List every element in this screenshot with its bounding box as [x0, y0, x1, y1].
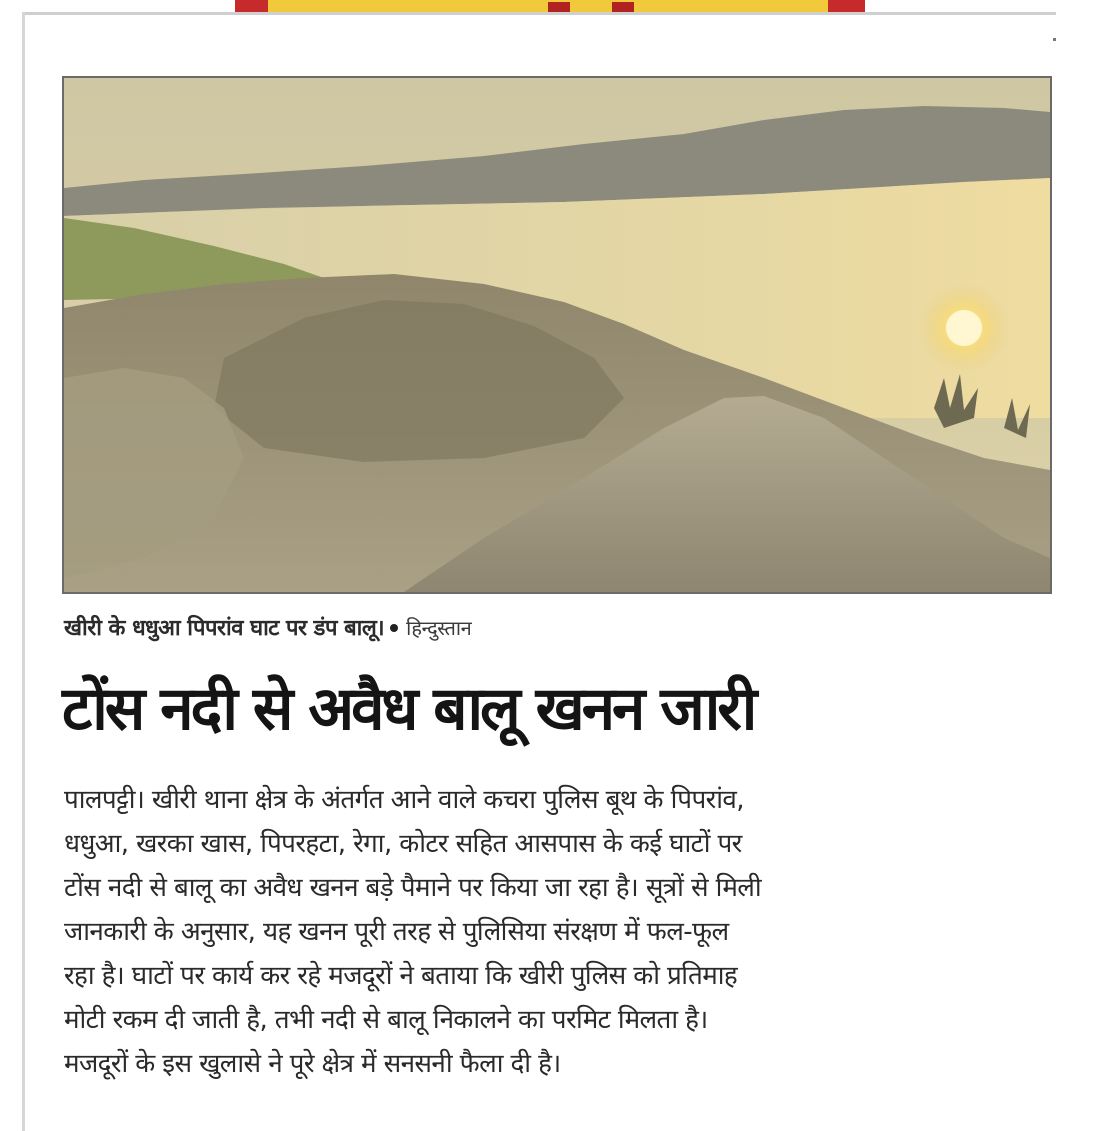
bullet-icon	[390, 624, 398, 632]
body-line: मोटी रकम दी जाती है, तभी नदी से बालू निकालने का परमिट मिलता है।	[64, 1005, 708, 1035]
photo-illustration	[64, 78, 1050, 592]
body-line: जानकारी के अनुसार, यह खनन पूरी तरह से पुलिसिया संरक्षण में फल-फूल	[64, 917, 729, 947]
corner-mark	[1053, 38, 1056, 41]
masthead-mark	[548, 2, 570, 12]
body-line: टोंस नदी से बालू का अवैध खनन बड़े पैमाने पर किया जा रहा है। सूत्रों से मिली	[64, 873, 762, 903]
news-photo-sand-piles-river-ghat	[62, 76, 1052, 594]
body-line: रहा है। घाटों पर कार्य कर रहे मजदूरों ने बताया कि खीरी पुलिस को प्रतिमाह	[64, 961, 738, 991]
article-body	[64, 778, 1054, 1086]
masthead-mark	[612, 2, 634, 12]
photo-credit: हिन्दुस्तान	[406, 616, 472, 640]
body-line: मजदूरों के इस खुलासे ने पूरे क्षेत्र में सनसनी फैला दी है।	[64, 1049, 561, 1079]
left-border	[22, 12, 25, 1131]
caption-text: खीरी के धधुआ पिपरांव घाट पर डंप बालू।	[64, 616, 385, 641]
photo-caption	[64, 612, 471, 646]
body-line: धधुआ, खरका खास, पिपरहटा, रेगा, कोटर सहित आसपास के कई घाटों पर	[64, 829, 742, 859]
headline: टोंस नदी से अवैध बालू खनन जारी	[62, 674, 755, 744]
body-line: पालपट्टी। खीरी थाना क्षेत्र के अंतर्गत आने वाले कचरा पुलिस बूथ के पिपरांव,	[64, 785, 744, 815]
top-border	[22, 12, 1056, 15]
